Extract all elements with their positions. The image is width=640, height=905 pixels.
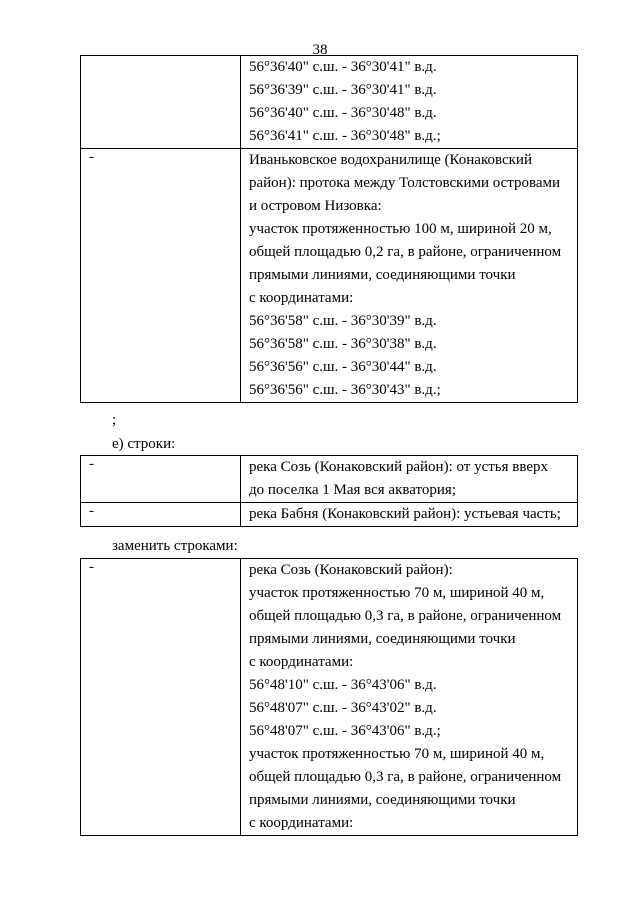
table-row: [81, 56, 578, 149]
description-line: с координатами:: [249, 290, 354, 306]
description-line: река Созь (Конаковский район):: [249, 562, 453, 578]
coordinate-line: 56°36'58" с.ш. - 36°30'39" в.д.: [249, 313, 437, 329]
description-line: общей площадью 0,2 га, в районе, ограниченном: [249, 244, 562, 260]
description-line: до поселка 1 Мая вся акватория;: [249, 482, 456, 498]
table-cell-description: [241, 149, 578, 403]
coordinate-line: 56°36'40" с.ш. - 36°30'48" в.д.: [249, 105, 437, 121]
table-row: [81, 559, 578, 836]
description-line: Иваньковское водохранилище (Конаковский: [249, 152, 532, 168]
description-line: река Бабня (Конаковский район): устьевая часть;: [249, 506, 561, 522]
table-cell-dash: -: [81, 559, 241, 836]
table-row: [81, 149, 578, 403]
section-e-label: е) строки:: [112, 436, 176, 452]
description-line: участок протяженностью 100 м, шириной 20 м,: [249, 221, 552, 237]
table-cell-dash: -: [81, 456, 241, 503]
description-line: прямыми линиями, соединяющими точки: [249, 267, 516, 283]
description-line: прямыми линиями, соединяющими точки: [249, 631, 516, 647]
coordinate-line: 56°36'56" с.ш. - 36°30'44" в.д.: [249, 359, 437, 375]
replace-label: заменить строками:: [112, 538, 238, 554]
page-number: 38: [312, 42, 328, 58]
coordinate-line: 56°36'41" с.ш. - 36°30'48" в.д.;: [249, 128, 441, 144]
description-line: общей площадью 0,3 га, в районе, ограниченном: [249, 608, 562, 624]
table-cell-description: [241, 456, 578, 503]
coordinate-line: 56°36'39" с.ш. - 36°30'41" в.д.: [249, 82, 437, 98]
coordinate-line: 56°36'40" с.ш. - 36°30'41" в.д.: [249, 59, 437, 75]
coordinate-line: 56°48'07" с.ш. - 36°43'06" в.д.;: [249, 723, 441, 739]
table-cell-description: [241, 503, 578, 527]
coordinate-line: 56°36'58" с.ш. - 36°30'38" в.д.: [249, 336, 437, 352]
description-line: участок протяженностью 70 м, шириной 40 м,: [249, 746, 545, 762]
table-cell-description: [241, 56, 578, 149]
description-line: и островом Низовка:: [249, 198, 382, 214]
table-row: [81, 456, 578, 503]
coordinate-line: 56°48'10" с.ш. - 36°43'06" в.д.: [249, 677, 437, 693]
description-line: с координатами:: [249, 654, 354, 670]
table-row: [81, 503, 578, 527]
table-cell-dash: -: [81, 503, 241, 527]
description-line: река Созь (Конаковский район): от устья вверх: [249, 459, 549, 475]
semicolon-text: ;: [112, 412, 117, 428]
description-line: прямыми линиями, соединяющими точки: [249, 792, 516, 808]
table-cell-description: [241, 559, 578, 836]
description-line: общей площадью 0,3 га, в районе, ограниченном: [249, 769, 562, 785]
description-line: район): протока между Толстовскими островами: [249, 175, 561, 191]
coordinates-table-continued: [80, 55, 578, 403]
table-cell-dash: [81, 56, 241, 149]
coordinate-line: 56°48'07" с.ш. - 36°43'02" в.д.: [249, 700, 437, 716]
replacement-rows-table: [80, 558, 578, 836]
coordinate-line: 56°36'56" с.ш. - 36°30'43" в.д.;: [249, 382, 441, 398]
rows-to-replace-table: [80, 455, 578, 527]
table-cell-dash: -: [81, 149, 241, 403]
description-line: с координатами:: [249, 815, 354, 831]
description-line: участок протяженностью 70 м, шириной 40 м,: [249, 585, 545, 601]
